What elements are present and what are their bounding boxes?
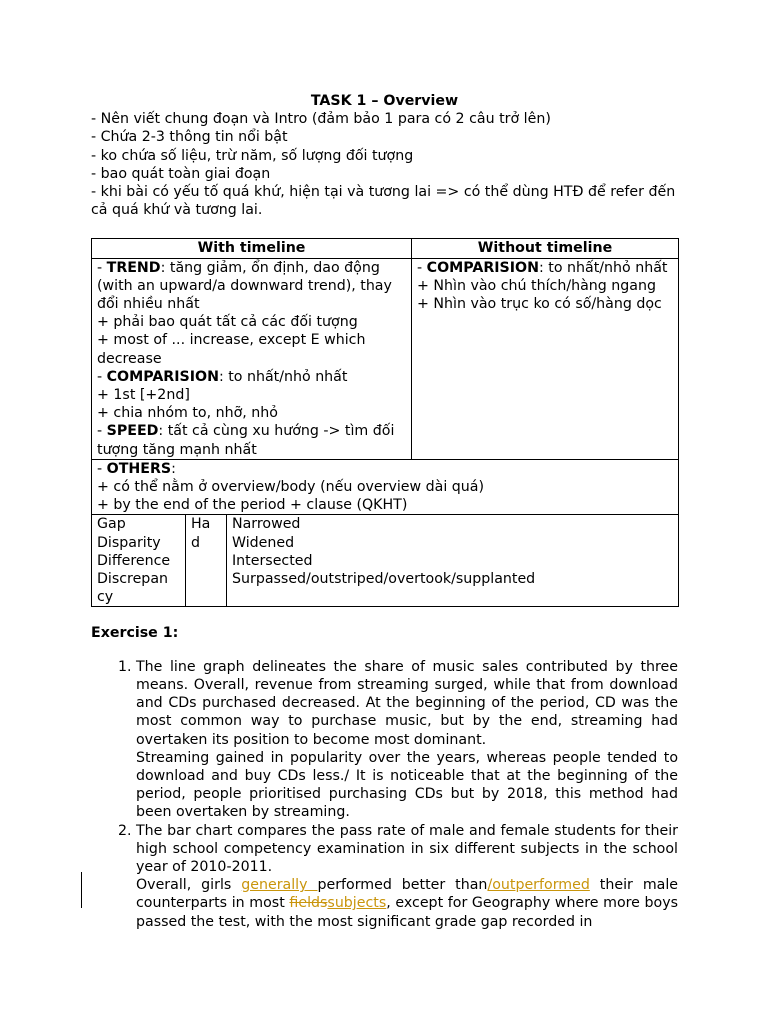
header-without-timeline: Without timeline	[412, 239, 679, 258]
overview-table	[91, 238, 679, 607]
intro-line: - Chứa 2-3 thông tin nổi bật	[91, 129, 288, 146]
vocab-nouns-cell	[92, 515, 186, 607]
table-header-row	[92, 239, 679, 258]
trend-line-2: + phải bao quát tất cả các đối tượng	[97, 314, 358, 331]
bullet: -	[97, 368, 107, 385]
table-row	[92, 515, 679, 607]
document-page	[91, 92, 678, 931]
axis-line: + Nhìn vào trục ko có số/hàng dọc	[417, 296, 662, 313]
others-line-3: + by the end of the period + clause (QKHT)	[97, 497, 408, 514]
trend-line	[97, 259, 406, 314]
others-line-2: + có thể nằm ở overview/body (nếu overview dài quá)	[97, 479, 485, 496]
with-timeline-cell	[92, 258, 412, 459]
comparision-text: : to nhất/nhỏ nhất	[538, 259, 668, 276]
inserted-text[interactable]: /outperformed	[487, 877, 590, 894]
trend-text: : tăng giảm, ổn định, dao động (with an upward/a downward trend), thay đổi nhiều nhất	[97, 259, 392, 313]
bullet: -	[97, 259, 107, 276]
speed-text: : tất cả cùng xu hướng -> tìm đối tượng tăng mạnh nhất	[97, 423, 395, 458]
vocab-participle: Surpassed/outstriped/overtook/supplanted	[232, 571, 536, 588]
comparision-line-3: + chia nhóm to, nhỡ, nhỏ	[97, 405, 278, 422]
speed-label: SPEED	[106, 423, 159, 440]
comparision-label: COMPARISION	[426, 259, 539, 276]
text-run: their male counterparts in most	[136, 877, 678, 912]
list-item	[136, 822, 678, 931]
vocab-verb: Ha d	[191, 516, 211, 551]
bullet: -	[417, 259, 427, 276]
table-row	[92, 258, 679, 459]
list-item	[136, 658, 678, 822]
vocab-participle: Intersected	[232, 552, 313, 569]
bullet: -	[97, 460, 107, 477]
others-cell	[92, 459, 679, 515]
vocab-participle: Narrowed	[232, 516, 301, 533]
comparision-text: : to nhất/nhỏ nhất	[218, 368, 348, 385]
legend-line: + Nhìn vào chú thích/hàng ngang	[417, 277, 656, 294]
table-row	[92, 459, 679, 515]
exercise-list	[91, 658, 678, 931]
answer-paragraph: Streaming gained in popularity over the years, whereas people tended to download and buy CDs less./ It is noticeable that at the beginning of the period, people prioritised purchasing CDs but by 2018, this method had been overtaken by streaming.	[136, 749, 678, 821]
page-title: TASK 1 – Overview	[310, 93, 459, 109]
comparision-label: COMPARISION	[106, 368, 219, 385]
header-with-timeline: With timeline	[92, 239, 412, 258]
trend-line-3: + most of ... increase, except E which decrease	[97, 332, 366, 367]
intro-line: - ko chứa số liệu, trừ năm, số lượng đối tượng	[91, 147, 414, 164]
inserted-text[interactable]: generally	[241, 877, 318, 894]
vocab-noun: Disparity	[97, 534, 161, 551]
bullet: -	[97, 423, 107, 440]
vocab-participles-cell	[227, 515, 679, 607]
others-label: OTHERS	[106, 460, 172, 477]
vocab-verb-cell	[186, 515, 227, 607]
text-run: , except for Geography where more boys passed the test, with the most significant grade gap recorded in	[136, 895, 678, 930]
answer-paragraph: 1. The line graph delineates the share of music sales contributed by three means. Overall, revenue from streaming surged, while that from download and CDs purchased decreased. At the beginning of the period, CD was the most common way to purchase music, but by the end, streaming had overtaken its position to become most dominant.	[136, 658, 678, 748]
exercise-heading: Exercise 1:	[91, 625, 179, 642]
vocab-noun: Difference	[97, 552, 171, 569]
intro-line: - khi bài có yếu tố quá khứ, hiện tại và tương lai => có thể dùng HTĐ để refer đến cả quá khứ và tương lai.	[91, 184, 676, 219]
change-bar	[81, 872, 82, 908]
answer-paragraph	[136, 876, 678, 931]
comparision-line-2: + 1st [+2nd]	[97, 387, 190, 404]
without-timeline-cell	[412, 258, 679, 459]
deleted-text[interactable]: fields	[289, 895, 328, 912]
intro-notes	[91, 110, 678, 219]
vocab-noun: Gap	[97, 516, 126, 533]
answer-paragraph: 2. The bar chart compares the pass rate of male and female students for their high school competency examination in six different subjects in the school year of 2010-2011.	[136, 822, 678, 875]
speed-line	[97, 422, 406, 458]
inserted-text[interactable]: subjects	[327, 895, 387, 912]
others-colon: :	[171, 460, 176, 477]
vocab-noun: Discrepan cy	[97, 571, 168, 606]
comparision-line	[97, 368, 406, 386]
text-run: performed better than	[317, 877, 488, 894]
vocab-participle: Widened	[232, 534, 295, 551]
intro-line: - bao quát toàn giai đoạn	[91, 165, 271, 182]
trend-label: TREND	[106, 259, 161, 276]
intro-line: - Nên viết chung đoạn và Intro (đảm bảo 1 para có 2 câu trở lên)	[91, 111, 551, 128]
others-line	[97, 460, 673, 478]
comparision-line	[417, 259, 673, 277]
text-run: Overall, girls	[136, 877, 242, 894]
